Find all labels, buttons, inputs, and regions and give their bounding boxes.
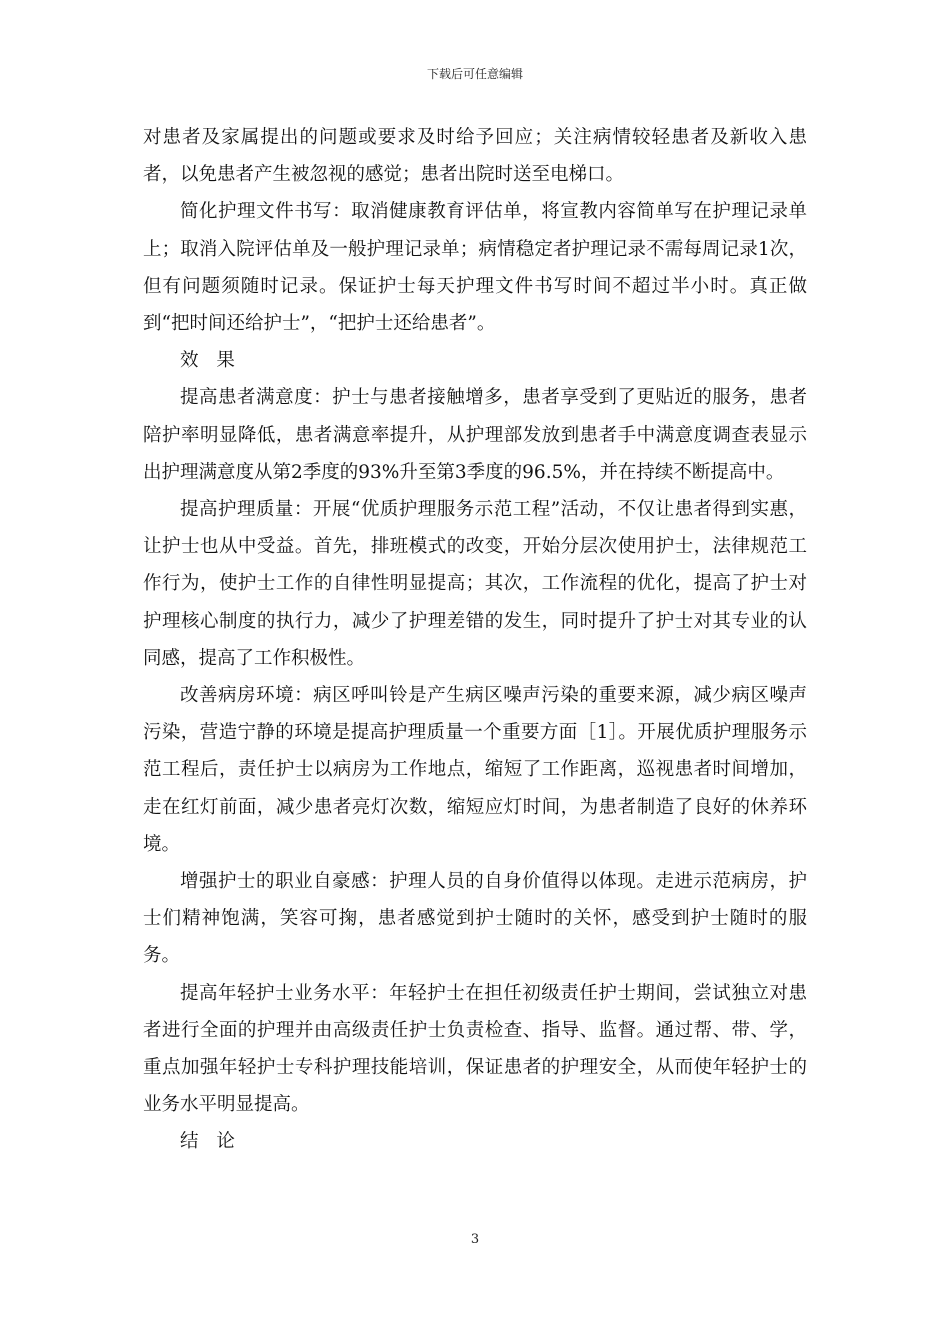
paragraph-simplify-documentation: 简化护理文件书写：取消健康教育评估单，将宣教内容简单写在护理记录单上；取消入院评估单及一般护理记录单；病情稳定者护理记录不需每周记录1次，但有问题须随时记录。保证护士每天护理文件书写时间不超过半小时。真正做到“把时间还给护士”，“把护士还给患者”。 [143, 201, 807, 335]
section-heading-conclusion: 结 论 [180, 1131, 241, 1153]
paragraph-ward-environment: 改善病房环境：病区呼叫铃是产生病区噪声污染的重要来源，减少病区噪声污染，营造宁静的环境是提高护理质量一个重要方面［1］。开展优质护理服务示范工程后，责任护士以病房为工作地点，缩短了工作距离，巡视患者时间增加，走在红灯前面，减少患者亮灯次数，缩短应灯时间，为患者制造了良好的休养环境。 [143, 685, 807, 855]
paragraph-young-nurse-skills: 提高年轻护士业务水平：年轻护士在担任初级责任护士期间，尝试独立对患者进行全面的护理并由高级责任护士负责检查、指导、监督。通过帮、带、学，重点加强年轻护士专科护理技能培训，保证患者的护理安全，从而使年轻护士的业务水平明显提高。 [143, 982, 807, 1116]
section-heading-effects: 效 果 [180, 350, 241, 372]
paragraph-continuation: 对患者及家属提出的问题或要求及时给予回应；关注病情较轻患者及新收入患者，以免患者产生被忽视的感觉；患者出院时送至电梯口。 [143, 127, 807, 186]
document-body [143, 119, 807, 1161]
page-number: 3 [470, 1232, 480, 1247]
page-header: 下载后可任意编辑 [426, 67, 523, 81]
paragraph-nursing-quality: 提高护理质量：开展“优质护理服务示范工程”活动，不仅让患者得到实惠，让护士也从中受益。首先，排班模式的改变，开始分层次使用护士，法律规范工作行为，使护士工作的自律性明显提高；其次，工作流程的优化，提高了护士对护理核心制度的执行力，减少了护理差错的发生，同时提升了护士对其专业的认同感，提高了工作积极性。 [143, 499, 807, 669]
paragraph-professional-pride: 增强护士的职业自豪感：护理人员的自身价值得以体现。走进示范病房，护士们精神饱满，笑容可掬，患者感觉到护士随时的关怀，感受到护士随时的服务。 [143, 871, 807, 967]
paragraph-patient-satisfaction: 提高患者满意度：护士与患者接触增多，患者享受到了更贴近的服务，患者陪护率明显降低，患者满意率提升，从护理部发放到患者手中满意度调查表显示出护理满意度从第2季度的93%升至第3季度的96.5%，并在持续不断提高中。 [143, 387, 807, 483]
